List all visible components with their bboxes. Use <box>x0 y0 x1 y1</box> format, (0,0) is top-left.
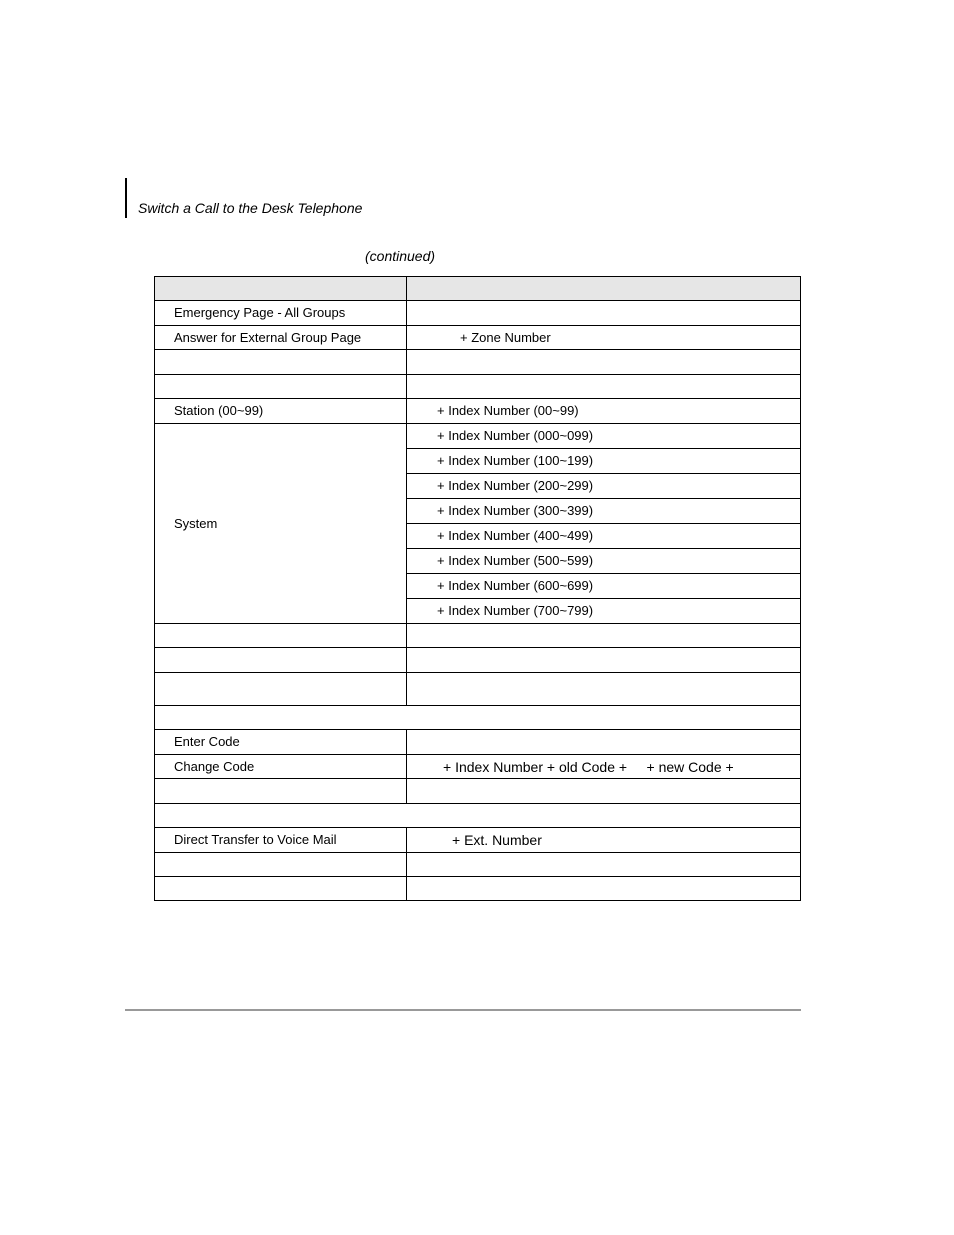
table-row <box>155 730 801 755</box>
code-cell <box>407 301 801 326</box>
code-cell <box>407 574 801 599</box>
table-row <box>155 828 801 853</box>
table-row <box>155 424 801 449</box>
code-cell <box>407 449 801 474</box>
code-text: + Index Number (00~99) <box>437 403 579 418</box>
table-row <box>155 877 801 901</box>
code-text: + Index Number (100~199) <box>437 453 594 468</box>
section-row <box>155 804 801 828</box>
code-text: + Ext. Number <box>452 832 542 848</box>
code-text: + Index Number (000~099) <box>437 428 594 443</box>
code-cell <box>407 350 801 375</box>
table-row <box>155 375 801 399</box>
code-cell <box>407 524 801 549</box>
section-cell <box>155 804 801 828</box>
table-row <box>155 350 801 375</box>
code-text: + Index Number + old Code + + new Code + <box>443 758 734 775</box>
section-cell <box>155 706 801 730</box>
table-row <box>155 853 801 877</box>
feature-cell <box>155 648 407 673</box>
code-cell <box>407 599 801 624</box>
code-text: + Index Number (600~699) <box>437 578 594 593</box>
code-text: + Index Number (700~799) <box>437 603 594 618</box>
feature-cell <box>155 624 407 648</box>
table-row <box>155 648 801 673</box>
feature-cell <box>155 877 407 901</box>
table-header-feature <box>155 277 407 301</box>
footer-rule <box>125 1009 801 1011</box>
table-row <box>155 399 801 424</box>
feature-cell: Change Code <box>155 755 407 779</box>
code-text: + Index Number (300~399) <box>437 503 594 518</box>
feature-cell: Answer for External Group Page <box>155 326 407 350</box>
code-cell <box>407 624 801 648</box>
feature-cell: Enter Code <box>155 730 407 755</box>
feature-cell-system: System <box>155 424 407 624</box>
code-cell <box>407 549 801 574</box>
code-cell <box>407 326 801 350</box>
feature-code-table <box>154 276 801 901</box>
code-cell <box>407 779 801 804</box>
code-cell <box>407 730 801 755</box>
feature-cell: Direct Transfer to Voice Mail <box>155 828 407 853</box>
feature-cell <box>155 853 407 877</box>
code-text: + Index Number (200~299) <box>437 478 594 493</box>
table-row <box>155 755 801 779</box>
feature-cell <box>155 779 407 804</box>
section-row <box>155 706 801 730</box>
continued-caption: (continued) <box>365 248 436 264</box>
table-row <box>155 673 801 706</box>
feature-cell <box>155 673 407 706</box>
table-row <box>155 301 801 326</box>
code-cell <box>407 474 801 499</box>
code-cell <box>407 424 801 449</box>
code-cell <box>407 499 801 524</box>
code-text: + Index Number (500~599) <box>437 553 594 568</box>
code-text: + Index Number (400~499) <box>437 528 594 543</box>
code-cell <box>407 755 801 779</box>
table-row <box>155 624 801 648</box>
table-header-code <box>407 277 801 301</box>
code-cell <box>407 828 801 853</box>
table-row <box>155 326 801 350</box>
feature-cell <box>155 350 407 375</box>
code-cell <box>407 673 801 706</box>
code-text: + Zone Number <box>460 329 551 345</box>
code-cell <box>407 853 801 877</box>
running-header: Switch a Call to the Desk Telephone <box>138 200 363 216</box>
feature-cell <box>155 375 407 399</box>
code-cell <box>407 648 801 673</box>
code-cell <box>407 375 801 399</box>
feature-cell: Station (00~99) <box>155 399 407 424</box>
code-cell <box>407 877 801 901</box>
code-cell <box>407 399 801 424</box>
table-header-row <box>155 277 801 301</box>
feature-cell: Emergency Page - All Groups <box>155 301 407 326</box>
header-rule <box>125 178 127 218</box>
table-row <box>155 779 801 804</box>
